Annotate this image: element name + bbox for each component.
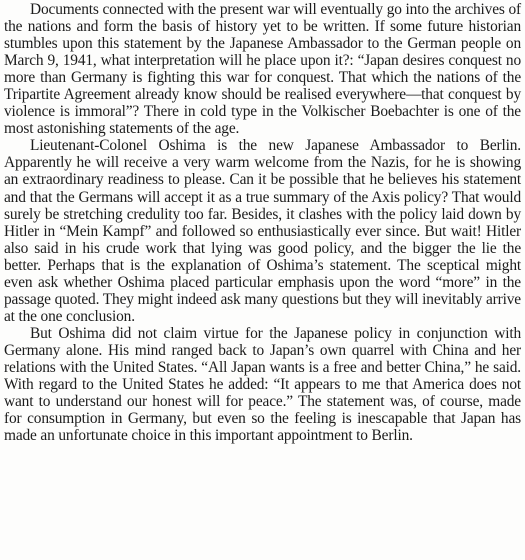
- paragraph-oshima-ambassador: Lieutenant-Colonel Oshima is the new Japanese Ambassador to Berlin. Apparently he will receive a very warm welcome from the Nazis, for he is showing an extraordinary readiness to please. Can it be possible that he believes his statement and that the Germans will accept it as a true summary of the Axis policy? That would surely be stretching credulity too far. Besides, it clashes with the policy laid down by Hitler in “Mein Kampf” and followed so enthusiastically ever since. But wait! Hitler also said in his crude work that lying was good policy, and the bigger the lie the better. Perhaps that is the explanation of Oshima’s statement. The sceptical might even ask whether Oshima placed particular emphasis upon the word “more” in the passage quoted. They might indeed ask many questions but they will inevitably arrive at the one conclusion.: [4, 137, 521, 325]
- paragraph-japan-policy: But Oshima did not claim virtue for the Japanese policy in conjunction with Germany alone. His mind ranged back to Japan’s own quarrel with China and her relations with the United States. “All Japan wants is a free and better China,” he said. With regard to the United States he added: “It appears to me that America does not want to understand our honest will for peace.” The statement was, of course, made for consumption in Germany, but even so the feeling is inescapable that Japan has made an unfortunate choice in this important appointment to Berlin.: [4, 324, 521, 445]
- paragraph-archives: Documents connected with the present war will eventually go into the archives of the nations and form the basis of history yet to be written. If some future historian stumbles upon this statement by the Japanese Ambassador to the German people on March 9, 1941, what interpretation will he place upon it?: “Japan desires conquest no more than Germany is fighting this war for conquest. That which the nations of the Tripartite Agreement already know should be realised everywhere—that conquest by violence is immoral”? There in cold type in the Volkischer Boebachter is one of the most astonishing statements of the age.: [4, 1, 521, 138]
